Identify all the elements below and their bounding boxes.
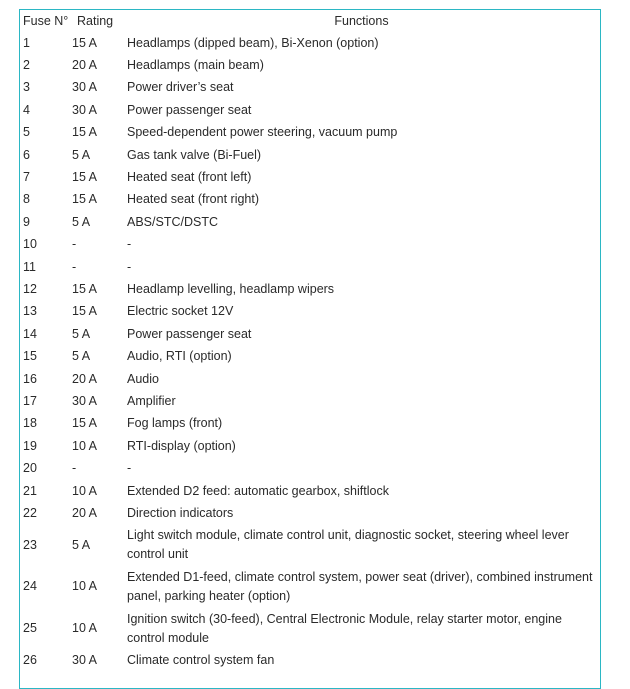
table-row xyxy=(20,457,600,479)
fuse-rating-cell: 15 A xyxy=(72,304,98,319)
fuse-rating-cell: 30 A xyxy=(72,393,98,408)
table-body xyxy=(20,32,600,672)
fuse-function-cell: Electric socket 12V xyxy=(127,304,234,319)
fuse-number-cell: 15 xyxy=(23,349,37,364)
fuse-number-cell: 2 xyxy=(23,58,30,73)
fuse-function-cell: ABS/STC/DSTC xyxy=(127,214,218,229)
table-row xyxy=(20,122,600,144)
fuse-number-cell: 7 xyxy=(23,170,30,185)
fuse-function-cell: - xyxy=(127,237,132,252)
fuse-function-cell: Ignition switch (30-feed), Central Electronic Module, relay starter motor, engine control module xyxy=(127,611,562,645)
header-functions: Functions xyxy=(334,14,389,28)
fuse-rating-cell: 30 A xyxy=(72,80,98,95)
fuse-rating-cell: 10 A xyxy=(72,621,98,636)
fuse-rating-cell: 15 A xyxy=(72,35,98,50)
fuse-rating-cell: 5 A xyxy=(72,349,91,364)
fuse-table-container xyxy=(19,9,601,689)
fuse-number-cell: 14 xyxy=(23,326,37,341)
fuse-number-cell: 1 xyxy=(23,35,30,50)
fuse-rating-cell: 5 A xyxy=(72,147,91,162)
fuse-function-cell: Direction indicators xyxy=(127,505,234,520)
fuse-number-cell: 25 xyxy=(23,621,37,636)
fuse-rating-cell: 10 A xyxy=(72,579,98,594)
fuse-rating-cell: 20 A xyxy=(72,371,98,386)
table-row xyxy=(20,32,600,54)
fuse-rating-cell: - xyxy=(72,461,77,476)
table-row xyxy=(20,435,600,457)
fuse-rating-cell: 10 A xyxy=(72,483,98,498)
fuse-function-cell: Headlamps (main beam) xyxy=(127,58,264,73)
table-row xyxy=(20,211,600,233)
fuse-rating-cell: 10 A xyxy=(72,438,98,453)
table-row xyxy=(20,323,600,345)
fuse-function-cell: Headlamp levelling, headlamp wipers xyxy=(127,281,335,296)
table-header-row xyxy=(20,10,600,32)
table-row xyxy=(20,480,600,502)
fuse-rating-cell: 5 A xyxy=(72,326,91,341)
fuse-function-cell: Heated seat (front right) xyxy=(127,192,260,207)
fuse-number-cell: 11 xyxy=(23,259,36,274)
fuse-function-cell: Fog lamps (front) xyxy=(127,416,223,431)
fuse-number-cell: 16 xyxy=(23,371,37,386)
fuse-rating-cell: 20 A xyxy=(72,58,98,73)
fuse-number-cell: 19 xyxy=(23,438,37,453)
fuse-rating-cell: 15 A xyxy=(72,170,98,185)
table-row xyxy=(20,189,600,211)
table-row xyxy=(20,99,600,121)
fuse-number-cell: 21 xyxy=(23,483,37,498)
fuse-function-cell: Power passenger seat xyxy=(127,102,252,117)
table-row xyxy=(20,301,600,323)
fuse-number-cell: 4 xyxy=(23,102,30,117)
fuse-rating-cell: 5 A xyxy=(72,537,91,552)
table-row xyxy=(20,525,600,567)
table-row xyxy=(20,77,600,99)
fuse-function-cell: Gas tank valve (Bi-Fuel) xyxy=(127,147,262,162)
table-row xyxy=(20,390,600,412)
fuse-function-cell: Climate control system fan xyxy=(127,653,275,668)
table-row xyxy=(20,144,600,166)
fuse-rating-cell: 5 A xyxy=(72,214,91,229)
fuse-number-cell: 20 xyxy=(23,461,37,476)
fuse-table xyxy=(20,10,600,672)
fuse-rating-cell: 15 A xyxy=(72,192,98,207)
fuse-function-cell: Extended D1-feed, climate control system, power seat (driver), combined instrument panel, parking heater (option) xyxy=(127,569,593,603)
fuse-number-cell: 10 xyxy=(23,237,37,252)
fuse-number-cell: 3 xyxy=(23,80,30,95)
table-row xyxy=(20,608,600,650)
fuse-number-cell: 5 xyxy=(23,125,30,140)
fuse-function-cell: Amplifier xyxy=(127,393,176,408)
fuse-rating-cell: 20 A xyxy=(72,505,98,520)
fuse-number-cell: 13 xyxy=(23,304,37,319)
fuse-rating-cell: 15 A xyxy=(72,281,98,296)
table-row xyxy=(20,368,600,390)
header-rating: Rating xyxy=(77,14,114,28)
fuse-function-cell: Heated seat (front left) xyxy=(127,170,252,185)
fuse-number-cell: 23 xyxy=(23,537,37,552)
table-row xyxy=(20,566,600,608)
fuse-function-cell: - xyxy=(127,259,132,274)
fuse-rating-cell: - xyxy=(72,259,77,274)
fuse-number-cell: 22 xyxy=(23,505,37,520)
fuse-function-cell: Speed-dependent power steering, vacuum pump xyxy=(127,125,398,140)
fuse-rating-cell: 15 A xyxy=(72,125,98,140)
fuse-number-cell: 9 xyxy=(23,214,30,229)
table-row xyxy=(20,345,600,367)
fuse-function-cell: Power driver’s seat xyxy=(127,80,234,95)
header-fuse-number: Fuse N° xyxy=(23,14,69,28)
fuse-number-cell: 6 xyxy=(23,147,30,162)
table-row xyxy=(20,278,600,300)
fuse-rating-cell: - xyxy=(72,237,77,252)
fuse-function-cell: Power passenger seat xyxy=(127,326,252,341)
fuse-rating-cell: 30 A xyxy=(72,102,98,117)
table-row xyxy=(20,502,600,524)
fuse-number-cell: 8 xyxy=(23,192,30,207)
fuse-function-cell: RTI-display (option) xyxy=(127,438,236,453)
fuse-number-cell: 12 xyxy=(23,281,37,296)
table-row xyxy=(20,234,600,256)
fuse-number-cell: 17 xyxy=(23,393,37,408)
fuse-function-cell: Audio, RTI (option) xyxy=(127,349,232,364)
table-row xyxy=(20,256,600,278)
fuse-function-cell: Light switch module, climate control unit, diagnostic socket, steering wheel lever control unit xyxy=(127,528,569,562)
table-row xyxy=(20,413,600,435)
table-row xyxy=(20,166,600,188)
fuse-function-cell: - xyxy=(127,461,132,476)
fuse-function-cell: Extended D2 feed: automatic gearbox, shiftlock xyxy=(127,483,389,498)
fuse-number-cell: 26 xyxy=(23,653,37,668)
table-row xyxy=(20,649,600,671)
fuse-number-cell: 24 xyxy=(23,579,37,594)
fuse-function-cell: Audio xyxy=(127,371,159,386)
fuse-rating-cell: 15 A xyxy=(72,416,98,431)
fuse-function-cell: Headlamps (dipped beam), Bi-Xenon (option) xyxy=(127,35,379,50)
fuse-rating-cell: 30 A xyxy=(72,653,98,668)
fuse-number-cell: 18 xyxy=(23,416,37,431)
table-row xyxy=(20,54,600,76)
